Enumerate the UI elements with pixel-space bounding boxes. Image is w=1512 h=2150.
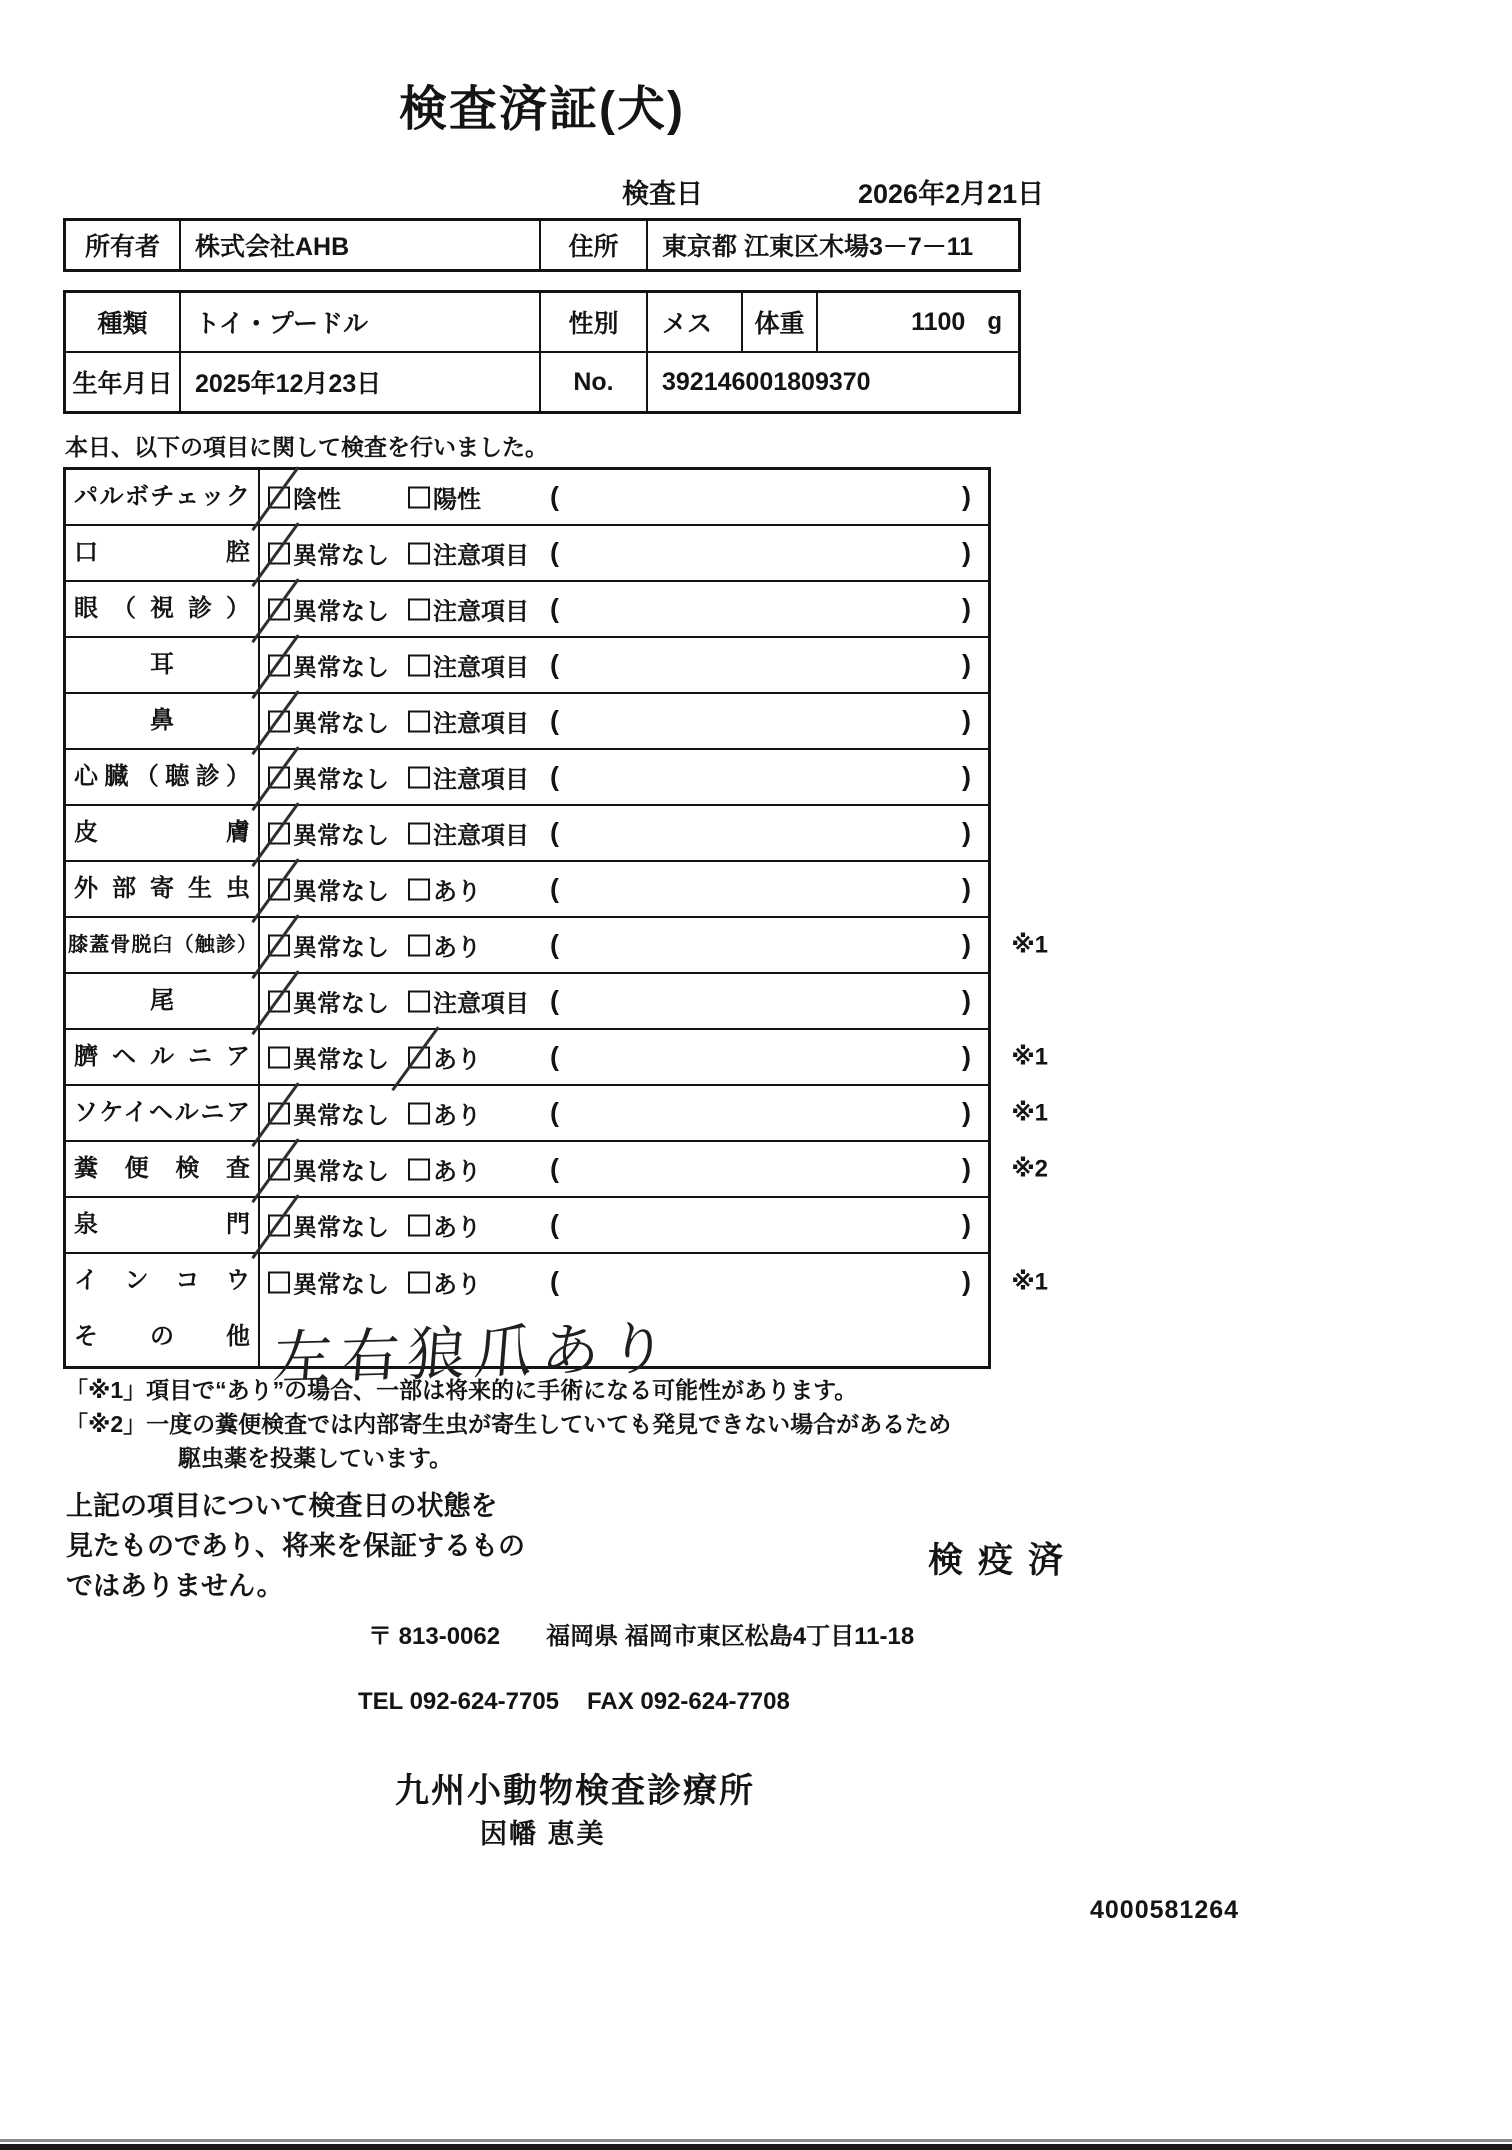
option-2 — [408, 1208, 481, 1243]
paren-close-icon: ) — [962, 537, 971, 568]
option2-label: 注意項目 — [433, 654, 529, 682]
exam-row-label: ソケイヘルニア — [66, 1086, 260, 1140]
exam-row-label: その他 — [66, 1310, 260, 1366]
paren-close-icon: ) — [962, 593, 971, 624]
footnote-1: 「※1」項目で“あり”の場合、一部は将来的に手術になる可能性があります。 — [65, 1377, 858, 1403]
paren-close-icon: ) — [962, 817, 971, 848]
exam-row-label: 膝蓋骨脱臼（触診） — [66, 918, 260, 972]
paren-open-icon: ( — [550, 817, 559, 848]
option2-label: 注意項目 — [433, 822, 529, 850]
option2-label: あり — [433, 878, 481, 906]
exam-row — [66, 1198, 988, 1254]
disclaimer-statement — [66, 1486, 525, 1606]
paren-open-icon: ( — [550, 1209, 559, 1240]
option-2 — [408, 1040, 481, 1075]
paren-open-icon: ( — [550, 593, 559, 624]
paren-open-icon: ( — [550, 929, 559, 960]
option-1 — [268, 760, 389, 795]
option-2 — [408, 1152, 481, 1187]
handwritten-note: 左右狼爪あり — [271, 1315, 679, 1392]
option-1 — [268, 1096, 389, 1131]
scan-artifact-bar — [0, 2144, 1512, 2150]
paren-open-icon: ( — [550, 537, 559, 568]
option-1 — [268, 816, 389, 851]
option2-label: あり — [433, 1214, 481, 1242]
option-2 — [408, 704, 529, 739]
address-value: 東京都 江東区木場3－7－11 — [662, 233, 974, 261]
clinic-telfax-line — [358, 1688, 790, 1716]
paren-open-icon: ( — [550, 873, 559, 904]
paren-close-icon: ) — [962, 1266, 971, 1297]
paren-open-icon: ( — [550, 985, 559, 1016]
no-value: 392146001809370 — [662, 367, 871, 396]
exam-row — [66, 638, 988, 694]
option2-label: 注意項目 — [433, 542, 529, 570]
row-note: ※1 — [1011, 931, 1048, 959]
checkbox-icon — [408, 1271, 430, 1293]
option-1 — [268, 928, 389, 963]
intro-text: 本日、以下の項目に関して検査を行いました。 — [65, 434, 548, 460]
exam-row-label: 尾 — [66, 974, 260, 1028]
exam-row-label: 糞便検査 — [66, 1142, 260, 1196]
exam-row-content — [260, 638, 988, 692]
exam-row — [66, 526, 988, 582]
exam-row-content — [260, 750, 988, 804]
checkbox-icon — [408, 486, 430, 508]
checkbox-icon — [408, 1158, 430, 1180]
option1-label: 異常なし — [293, 542, 389, 570]
option2-label: 注意項目 — [433, 766, 529, 794]
option2-label: 注意項目 — [433, 710, 529, 738]
sex-label: 性別 — [541, 293, 648, 351]
checkbox-icon — [408, 934, 430, 956]
checkbox-icon — [408, 822, 430, 844]
checkbox-icon — [408, 710, 430, 732]
option-1 — [268, 1040, 389, 1075]
breed-row — [66, 293, 1018, 351]
row-note: ※1 — [1011, 1099, 1048, 1127]
option1-label: 異常なし — [293, 1102, 389, 1130]
exam-row-label: 口腔 — [66, 526, 260, 580]
clinic-name: 九州小動物検査診療所 — [395, 1772, 755, 1810]
paren-open-icon: ( — [550, 1153, 559, 1184]
option1-label: 異常なし — [293, 1271, 389, 1299]
owner-value: 株式会社AHB — [181, 221, 541, 269]
option1-label: 異常なし — [293, 598, 389, 626]
option1-label: 異常なし — [293, 1158, 389, 1186]
option-2 — [408, 872, 481, 907]
birth-row — [66, 351, 1018, 411]
option1-label: 異常なし — [293, 878, 389, 906]
footnote-2: 「※2」一度の糞便検査では内部寄生虫が寄生していても発見できない場合があるため — [65, 1411, 952, 1437]
exam-row-content — [260, 1086, 988, 1140]
clinic-tel: TEL 092-624-7705 — [358, 1688, 560, 1715]
option1-label: 異常なし — [293, 1214, 389, 1242]
inspection-date-value: 2026年2月21日 — [858, 179, 1045, 209]
option-2 — [408, 816, 529, 851]
serial-number: 4000581264 — [1090, 1896, 1240, 1924]
option1-label: 異常なし — [293, 654, 389, 682]
footnote-2-cont: 駆虫薬を投薬しています。 — [178, 1445, 453, 1471]
option-2 — [408, 536, 529, 571]
checkbox-icon — [408, 542, 430, 564]
option-1 — [268, 480, 341, 515]
option2-label: あり — [433, 1158, 481, 1186]
exam-row — [66, 694, 988, 750]
exam-row — [66, 582, 988, 638]
option1-label: 異常なし — [293, 990, 389, 1018]
option2-label: 注意項目 — [433, 990, 529, 1018]
option2-label: 陽性 — [433, 486, 481, 514]
exam-row — [66, 470, 988, 526]
pet-table — [63, 290, 1021, 414]
scan-artifact-line — [0, 2139, 1512, 2142]
exam-row-content — [260, 582, 988, 636]
exam-row-content — [260, 694, 988, 748]
disclaimer-line-2: 見たものであり、将来を保証するもの — [66, 1531, 525, 1561]
exam-row-label: 耳 — [66, 638, 260, 692]
exam-row-content — [260, 862, 988, 916]
disclaimer-line-3: ではありません。 — [66, 1571, 284, 1601]
exam-row-content — [260, 1198, 988, 1252]
checkbox-icon — [268, 1271, 290, 1293]
paren-close-icon: ) — [962, 929, 971, 960]
option-2 — [408, 984, 529, 1019]
option-2 — [408, 1096, 481, 1131]
option-1 — [268, 648, 389, 683]
paren-close-icon: ) — [962, 873, 971, 904]
examiner-name: 因幡 恵美 — [480, 1819, 606, 1849]
checkbox-icon — [408, 1214, 430, 1236]
exam-row — [66, 750, 988, 806]
option1-label: 異常なし — [293, 822, 389, 850]
checkbox-icon — [268, 1046, 290, 1068]
exam-row-label: 鼻 — [66, 694, 260, 748]
paren-close-icon: ) — [962, 1041, 971, 1072]
option2-check-slash — [391, 1026, 439, 1091]
clinic-address: 福岡県 福岡市東区松島4丁目11-18 — [546, 1623, 915, 1650]
exam-row-content — [260, 470, 988, 524]
option-1 — [268, 984, 389, 1019]
exam-row-label: 心臓（聴診） — [66, 750, 260, 804]
exam-row-label: 外部寄生虫 — [66, 862, 260, 916]
option1-label: 異常なし — [293, 766, 389, 794]
paren-open-icon: ( — [550, 481, 559, 512]
owner-row — [66, 221, 1018, 269]
breed-value: トイ・プードル — [181, 293, 541, 351]
exam-row — [66, 1142, 1048, 1198]
exam-row-label: 眼（視診） — [66, 582, 260, 636]
exam-row — [66, 918, 1048, 974]
checkbox-icon — [408, 878, 430, 900]
option-1 — [268, 704, 389, 739]
exam-row-content — [260, 974, 988, 1028]
option-2 — [408, 928, 481, 963]
weight-label: 体重 — [743, 293, 818, 351]
quarantine-stamp: 検疫済 — [928, 1541, 1079, 1580]
option2-label: あり — [433, 1046, 481, 1074]
row-note: ※2 — [1011, 1155, 1048, 1183]
exam-row — [66, 1030, 1048, 1086]
weight-unit: g — [987, 308, 1002, 335]
inspection-date-label: 検査日 — [622, 179, 703, 209]
option-2 — [408, 648, 529, 683]
option-1 — [268, 1152, 389, 1187]
exam-row-content — [260, 1142, 988, 1196]
address-label: 住所 — [541, 221, 648, 269]
option-2 — [408, 480, 481, 515]
checkbox-icon — [408, 1102, 430, 1124]
exam-row — [66, 1254, 1048, 1310]
paren-open-icon: ( — [550, 649, 559, 680]
clinic-address-line — [368, 1616, 914, 1651]
checkbox-icon — [408, 598, 430, 620]
weight-value: 1100 — [911, 307, 966, 336]
checkbox-icon — [408, 766, 430, 788]
option2-label: あり — [433, 1271, 481, 1299]
checkbox-icon — [408, 990, 430, 1012]
paren-open-icon: ( — [550, 1041, 559, 1072]
exam-row — [66, 862, 988, 918]
paren-close-icon: ) — [962, 481, 971, 512]
option-1 — [268, 592, 389, 627]
exam-row — [66, 974, 988, 1030]
option-2 — [408, 592, 529, 627]
breed-label: 種類 — [66, 293, 181, 351]
option1-label: 異常なし — [293, 710, 389, 738]
option1-label: 異常なし — [293, 934, 389, 962]
clinic-postal: 〒 813-0062 — [368, 1623, 501, 1650]
paren-close-icon: ) — [962, 649, 971, 680]
owner-label: 所有者 — [66, 221, 181, 269]
row-note: ※1 — [1011, 1043, 1048, 1071]
exam-row-label: パルボチェック — [66, 470, 260, 524]
exam-row — [66, 806, 988, 862]
option-1 — [268, 872, 389, 907]
checkbox-icon — [408, 654, 430, 676]
option-1 — [268, 1265, 389, 1300]
option2-label: あり — [433, 934, 481, 962]
owner-table — [63, 218, 1021, 272]
exam-row-content — [260, 526, 988, 580]
option-1 — [268, 536, 389, 571]
exam-row-content — [260, 1310, 988, 1392]
paren-open-icon: ( — [550, 761, 559, 792]
birth-label: 生年月日 — [66, 353, 181, 411]
exam-row-content — [260, 918, 988, 972]
option2-label: あり — [433, 1102, 481, 1130]
exam-row — [66, 1086, 1048, 1142]
exam-row-content — [260, 1030, 988, 1084]
paren-close-icon: ) — [962, 1153, 971, 1184]
exam-row-label: インコウ — [66, 1254, 260, 1310]
exam-row-label: 臍ヘルニア — [66, 1030, 260, 1084]
paren-close-icon: ) — [962, 1097, 971, 1128]
option2-label: 注意項目 — [433, 598, 529, 626]
paren-open-icon: ( — [550, 1266, 559, 1297]
disclaimer-line-1: 上記の項目について検査日の状態を — [66, 1491, 498, 1521]
row-note: ※1 — [1011, 1268, 1048, 1296]
paren-close-icon: ) — [962, 985, 971, 1016]
option-1 — [268, 1208, 389, 1243]
paren-open-icon: ( — [550, 705, 559, 736]
exam-rows — [66, 470, 1048, 1310]
option-2 — [408, 760, 529, 795]
page-title: 検査済証(犬) — [399, 83, 685, 136]
option-2 — [408, 1265, 481, 1300]
sex-value: メス — [648, 293, 743, 351]
option1-label: 異常なし — [293, 1046, 389, 1074]
weight-cell — [818, 293, 1018, 351]
no-label: No. — [541, 353, 648, 411]
exam-row-content — [260, 806, 988, 860]
option1-label: 陰性 — [293, 486, 341, 514]
paren-close-icon: ) — [962, 1209, 971, 1240]
birth-value: 2025年12月23日 — [181, 353, 541, 411]
clinic-fax: FAX 092-624-7708 — [587, 1688, 790, 1715]
paren-open-icon: ( — [550, 1097, 559, 1128]
exam-row-label: 皮膚 — [66, 806, 260, 860]
paren-close-icon: ) — [962, 705, 971, 736]
paren-close-icon: ) — [962, 761, 971, 792]
exam-row-label: 泉門 — [66, 1198, 260, 1252]
